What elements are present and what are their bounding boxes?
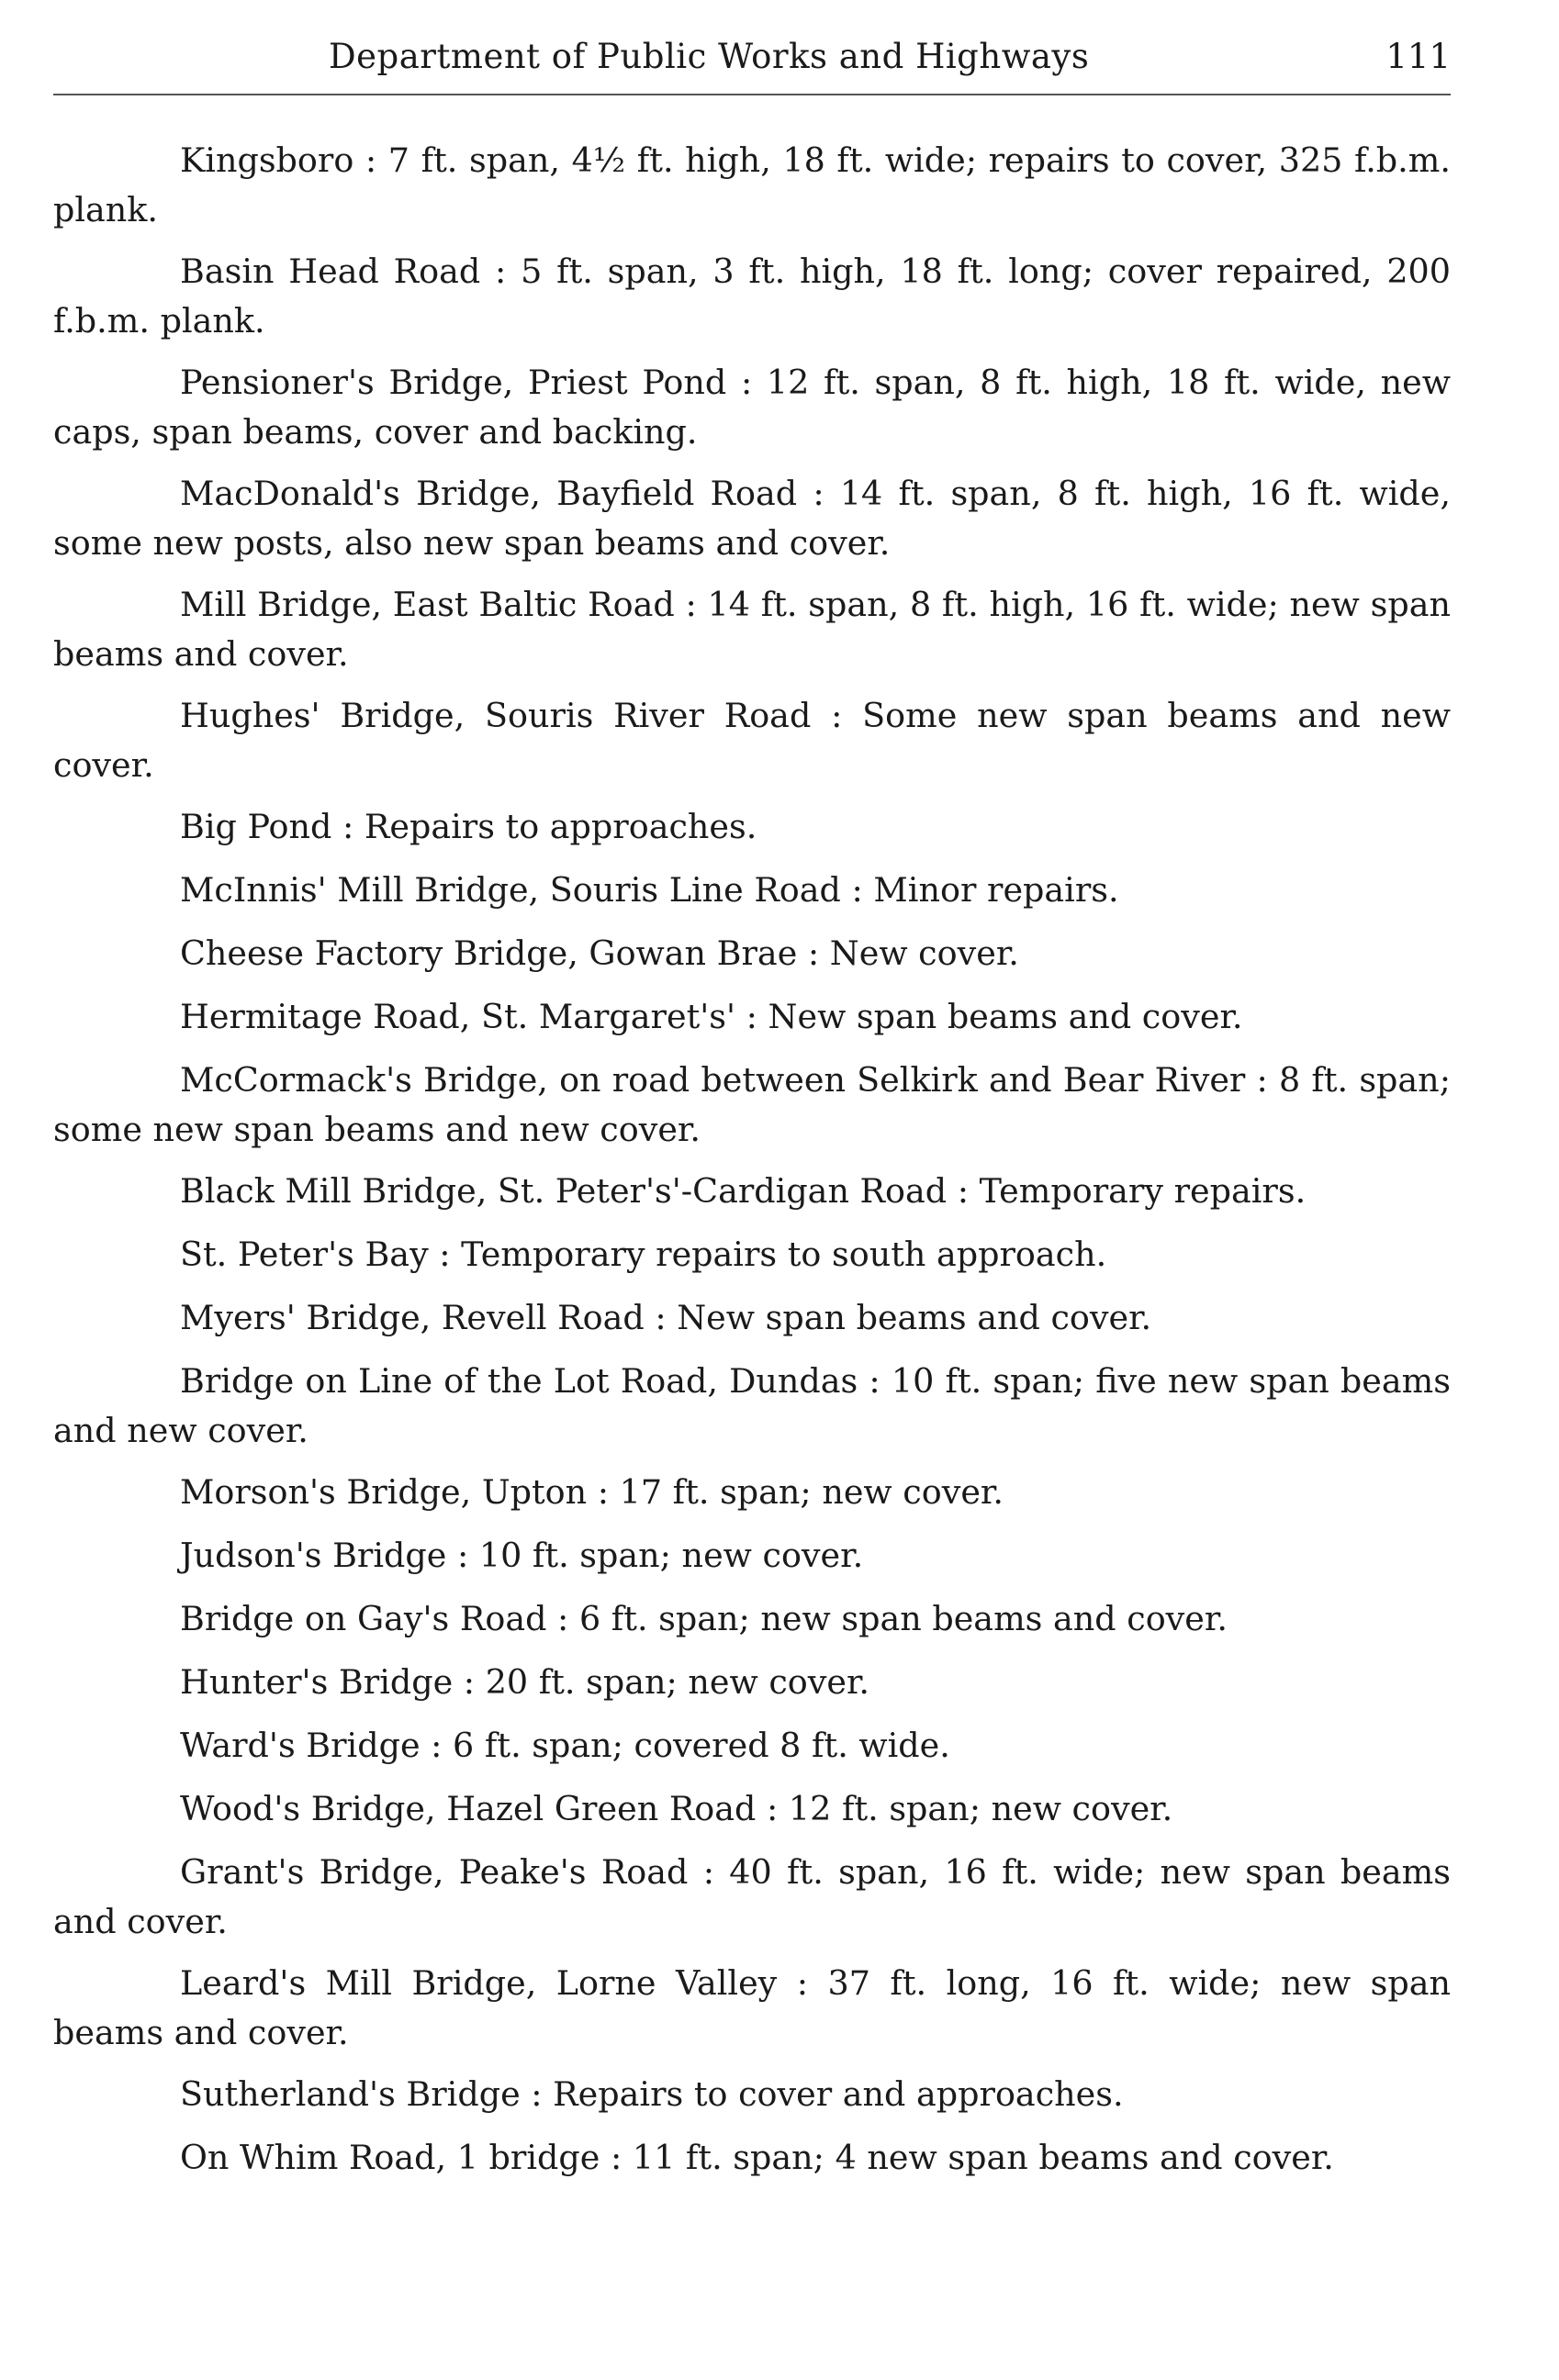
entry-judsons-bridge: Judson's Bridge : 10 ft. span; new cover. xyxy=(180,1536,864,1575)
entry-wards-bridge: Ward's Bridge : 6 ft. span; covered 8 ft. wide. xyxy=(180,1726,950,1765)
entry-hermitage-road: Hermitage Road, St. Margaret's' : New span beams and cover. xyxy=(180,997,1243,1036)
bridge-repair-list xyxy=(53,136,1451,2196)
entry-mcinnis-mill-bridge: McInnis' Mill Bridge, Souris Line Road : Minor repairs. xyxy=(180,870,1119,910)
page-header xyxy=(53,37,1451,83)
entry-big-pond: Big Pond : Repairs to approaches. xyxy=(180,807,757,846)
running-header-title: Department of Public Works and Highways xyxy=(329,37,1090,76)
entry-mill-bridge: Mill Bridge, East Baltic Road : 14 ft. span, 8 ft. high, 16 ft. wide; new span beams and cover. xyxy=(53,585,1451,674)
entry-line-of-lot-road-bridge: Bridge on Line of the Lot Road, Dundas : 10 ft. span; five new span beams and new cover. xyxy=(53,1361,1451,1450)
entry-macdonalds-bridge: MacDonald's Bridge, Bayfield Road : 14 ft. span, 8 ft. high, 16 ft. wide, some new posts, also new span beams and cover. xyxy=(53,474,1451,563)
entry-whim-road-bridge: On Whim Road, 1 bridge : 11 ft. span; 4 new span beams and cover. xyxy=(180,2138,1334,2177)
entry-hughes-bridge: Hughes' Bridge, Souris River Road : Some new span beams and new cover. xyxy=(53,696,1451,785)
entry-myers-bridge: Myers' Bridge, Revell Road : New span beams and cover. xyxy=(180,1298,1152,1337)
entry-sutherlands-bridge: Sutherland's Bridge : Repairs to cover and approaches. xyxy=(180,2074,1124,2114)
entry-black-mill-bridge: Black Mill Bridge, St. Peter's'-Cardigan Road : Temporary repairs. xyxy=(180,1171,1307,1211)
document-page xyxy=(53,0,1451,2380)
entry-pensioners-bridge: Pensioner's Bridge, Priest Pond : 12 ft. span, 8 ft. high, 18 ft. wide, new caps, span beams, cover and backing. xyxy=(53,363,1451,452)
entry-woods-bridge: Wood's Bridge, Hazel Green Road : 12 ft. span; new cover. xyxy=(180,1789,1173,1828)
page-number: 111 xyxy=(1385,37,1451,76)
entry-gays-road-bridge: Bridge on Gay's Road : 6 ft. span; new span beams and cover. xyxy=(180,1599,1228,1638)
header-rule xyxy=(53,94,1451,95)
entry-kingsboro: Kingsboro : 7 ft. span, 4½ ft. high, 18 ft. wide; repairs to cover, 325 f.b.m. plank. xyxy=(53,140,1451,229)
entry-grants-bridge: Grant's Bridge, Peake's Road : 40 ft. span, 16 ft. wide; new span beams and cover. xyxy=(53,1852,1451,1941)
entry-cheese-factory-bridge: Cheese Factory Bridge, Gowan Brae : New cover. xyxy=(180,933,1019,973)
entry-st-peters-bay: St. Peter's Bay : Temporary repairs to south approach. xyxy=(180,1235,1107,1274)
entry-mccormacks-bridge: McCormack's Bridge, on road between Selkirk and Bear River : 8 ft. span; some new span beams and new cover. xyxy=(53,1060,1451,1149)
entry-morsons-bridge: Morson's Bridge, Upton : 17 ft. span; new cover. xyxy=(180,1472,1004,1512)
entry-leards-mill-bridge: Leard's Mill Bridge, Lorne Valley : 37 ft. long, 16 ft. wide; new span beams and cover. xyxy=(53,1963,1451,2052)
entry-basin-head-road: Basin Head Road : 5 ft. span, 3 ft. high, 18 ft. long; cover repaired, 200 f.b.m. plank. xyxy=(53,251,1451,341)
entry-hunters-bridge: Hunter's Bridge : 20 ft. span; new cover. xyxy=(180,1662,870,1702)
